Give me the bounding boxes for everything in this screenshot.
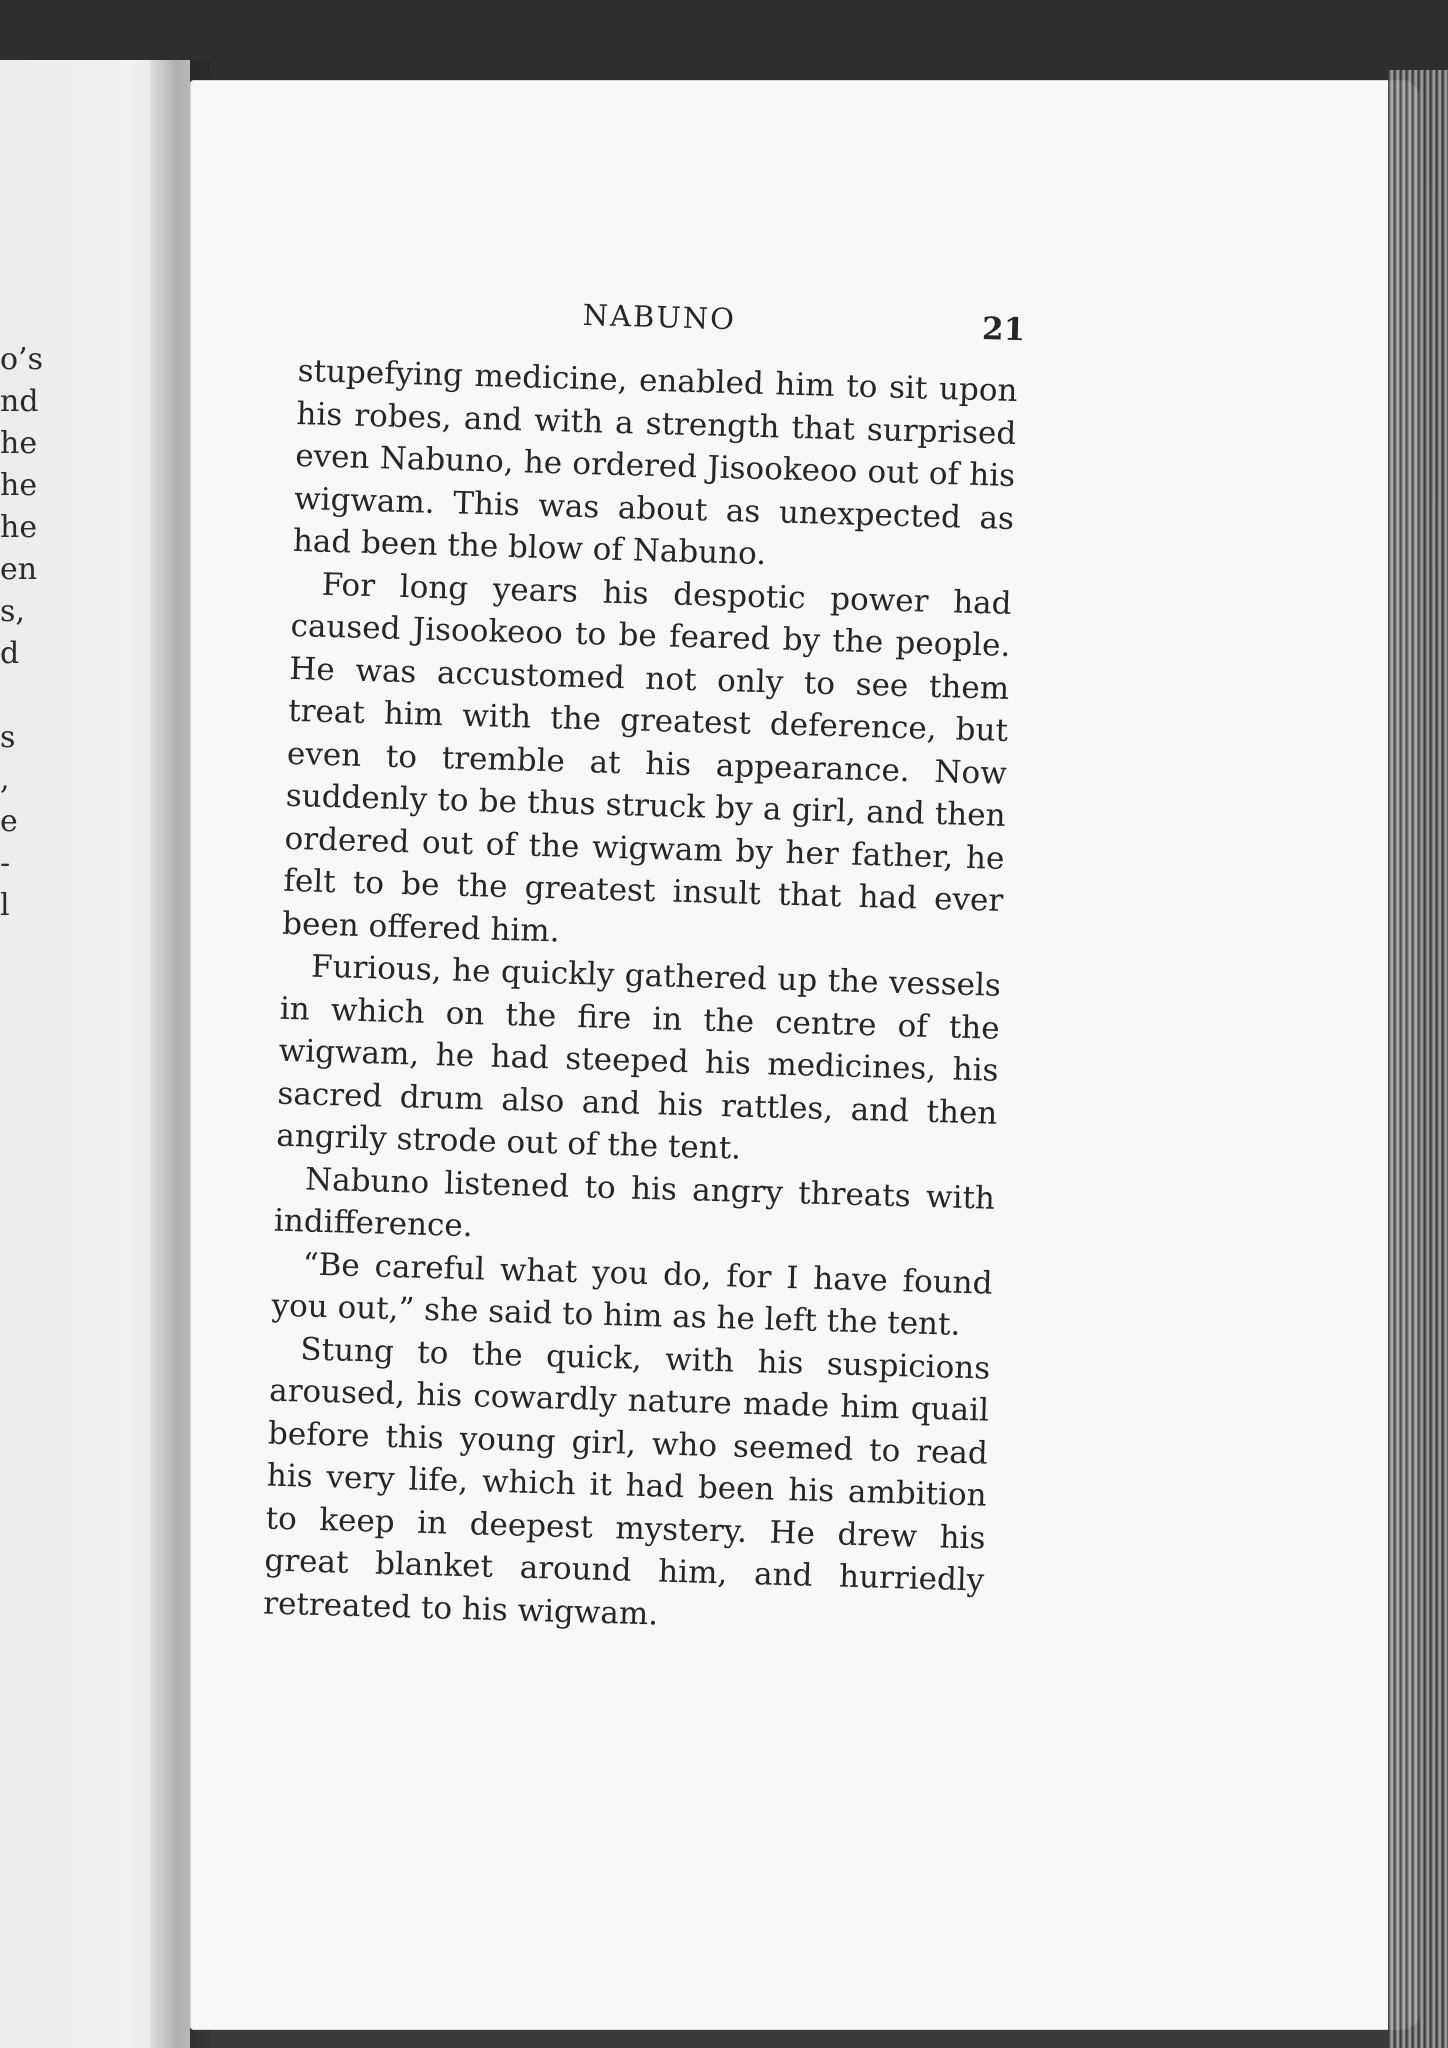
left-page-fragment: d: [0, 636, 20, 671]
page-text-block: [262, 290, 1026, 1645]
left-page-fragment: ,: [0, 762, 10, 797]
left-page-fragment: -: [0, 846, 11, 881]
paragraph: Nabuno listened to his angry threats with indifference.: [273, 1160, 996, 1245]
left-page-fragment: en: [0, 552, 38, 587]
page-number: 21: [981, 311, 1026, 349]
left-page-fragment: he: [0, 510, 38, 545]
left-page-fragment: he: [0, 426, 38, 461]
paragraph: “Be careful what you do, for I have found you out,” she said to him as he left the tent.: [271, 1245, 994, 1343]
paragraph: stupefying medicine, enabled him to sit upon his robes, and with a strength that surprised even Nabuno, he ordered Jisookeoo out of his wigwam. This was about as unexpected as had been the blow of Nabuno.: [292, 352, 1018, 573]
left-page-fragment: s: [0, 720, 16, 755]
left-page-fragment: e: [0, 804, 18, 839]
left-page-fragment: s,: [0, 594, 25, 629]
paragraph: For long years his despotic power had caused Jisookeoo to be feared by the people. He was accustomed not only to see them treat him with the greatest deference, but even to tremble at his appearance. Now suddenly to be thus struck by a girl, and then ordered out of the wigwam by her father, he felt to be the greatest insult that had ever been offered him.: [281, 566, 1013, 949]
paragraph: Stung to the quick, with his suspicions aroused, his cowardly nature made him quail before this young girl, who seemed to read his very life, which it had been his ambition to keep in deepest mystery. He drew his great blanket around him, and hurriedly retreated to his wigwam.: [262, 1330, 991, 1633]
running-head-title: NABUNO: [582, 297, 737, 337]
left-page-fragment: o’s: [0, 342, 43, 377]
left-page-fragment: nd: [0, 384, 39, 419]
paragraph: Furious, he quickly gathered up the vessels in which on the fire in the centre of the wigwam, he had steeped his medicines, his sacred drum also and his rattles, and then angrily strode out of the tent.: [275, 948, 1002, 1167]
page-block-fore-edge: [1388, 70, 1448, 2048]
left-page-fragment: l: [0, 888, 10, 923]
left-page-fragment: he: [0, 468, 38, 503]
